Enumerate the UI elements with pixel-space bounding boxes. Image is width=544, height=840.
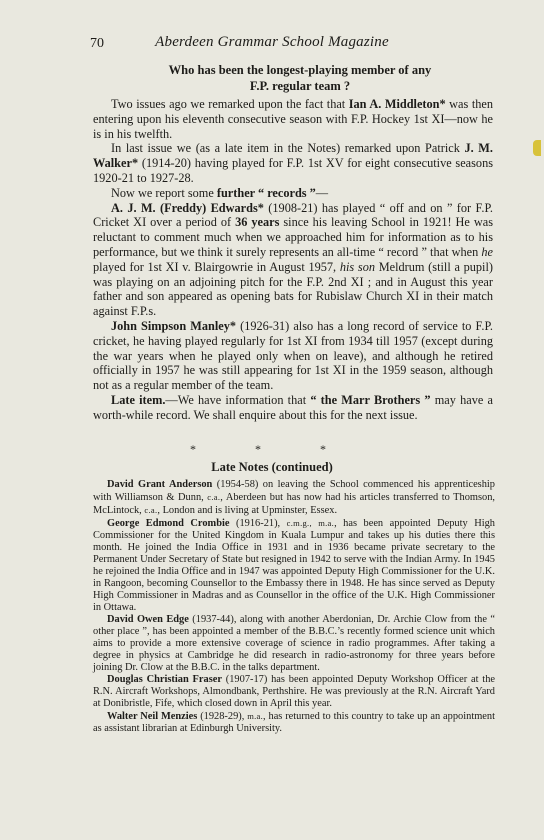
text: —We have information that <box>165 392 311 407</box>
person-name: Ian A. Middleton* <box>348 97 446 111</box>
note-entry <box>93 479 495 517</box>
article-body <box>93 97 493 423</box>
person-name: David Grant Anderson <box>107 479 213 490</box>
text: (1928-29), <box>197 711 248 722</box>
text: (1954-58) on leaving the School commenced his apprenticeship with Williamson & Dunn, <box>93 479 495 503</box>
article-title-line-2: F.P. regular team ? <box>249 79 351 93</box>
italic-text: his son <box>339 259 375 274</box>
text: was then entering upon his eleventh consecutive season with F.P. Hockey 1st XI—now he is in his twelfth. <box>93 97 493 141</box>
text: , Aberdeen but has now had his articles transferred to Thomson, McLintock, <box>93 492 496 516</box>
text: (1914-20) having played for F.P. 1st XV for eight consecutive seasons 1920-21 to 1927-28. <box>93 156 493 185</box>
text: , has returned to this country to take up an appointment as assistant librarian at Edinburgh University. <box>93 711 495 734</box>
text: played for 1st XI v. Blairgowrie in August 1957, <box>93 259 340 274</box>
text: (1926-31) also has a long record of service to F.P. cricket, he having played regularly for 1st XI from 1934 till 1957 (except during the war years when he played only when on leave), and although he retired officially in 1957 he was still appearing for 1st XI in the 1959 season, although not as a regular member of the team. <box>93 318 494 393</box>
note-entry <box>93 517 495 614</box>
late-item-label: Late item. <box>111 392 166 407</box>
person-name: David Owen Edge <box>107 614 189 625</box>
note-entry <box>93 674 495 710</box>
section-separator: * * * <box>190 442 354 456</box>
person-name: Walter Neil Menzies <box>107 711 198 722</box>
late-notes-title: Late Notes (continued) <box>211 460 333 474</box>
person-name: J. M. Walker* <box>93 141 493 171</box>
text: may have a worth-while record. We shall enquire about this for the next issue. <box>93 392 493 422</box>
article-title <box>110 62 490 94</box>
note-entry <box>93 710 495 735</box>
text: , London and is living at Upminster, Essex. <box>157 505 338 516</box>
text: (1908-21) has played “ off and on ” for F.P. Cricket XI over a period of <box>93 200 493 230</box>
text: , has been appointed Deputy High Commissioner for the United Kingdom in Kuala Lumpur and takes up his duties there this month. He joined the India Office in 1931 and in 1936 became private secretary to the Permanent Under Secretary of State but resigned in 1942 to serve with the Indian Army. In 1945 he rejoined the India Office and in 1947 was appointed Deputy High Commissioner for the U.K. in Rangoon, becoming Counsellor to the Embassy there in 1948. He has since served as Deputy High Commissioner in Madras and as Counsellor in the office of the U.K. High Commissioner in Ottawa. <box>93 518 495 613</box>
text: (1937-44), along with another Aberdonian, Dr. Archie Clow from the “ other place ”, has been appointed a member of the B.B.C.’s recently formed science unit which aims to provide a more extensive coverage of science in radio programmes. After taking a degree in physics at Cambridge he did research in radio-astronomy for three years before joining Dr. Clow at the B.B.C. in the talks department. <box>93 614 496 673</box>
emphasis: 36 years <box>235 215 280 230</box>
person-name: George Edmond Crombie <box>107 518 230 529</box>
text: Now we report some <box>111 185 217 200</box>
article-paragraph <box>93 201 493 319</box>
emphasis: “ the Marr Brothers ” <box>310 392 431 407</box>
article-paragraph <box>93 141 493 185</box>
person-name: Douglas Christian Fraser <box>107 674 222 685</box>
emphasis: further “ records ” <box>216 185 316 200</box>
text: Two issues ago we remarked upon the fact that <box>111 97 349 111</box>
text: Meldrum (still a pupil) was playing on an adjoining pitch for the F.P. 2nd XI ; and in August this year father and son appeared as opening bats for Rubislaw Church XI in their match against F.P.s. <box>93 259 493 319</box>
article-title-line-1: Who has been the longest-playing member of any <box>168 63 432 77</box>
text: — <box>315 185 329 200</box>
text: since his leaving School in 1921! He was reluctant to comment much when we approached him for information as to his performance, but we think it surely represents an all-time “ record ” that when <box>93 215 494 259</box>
text: (1916-21), <box>229 518 287 529</box>
person-name: A. J. M. (Freddy) Edwards* <box>111 200 264 215</box>
text: (1907-17) has been appointed Deputy Workshop Officer at the R.N. Aircraft Workshops, Almondbank, Perthshire. He was previously at the R.N. Aircraft Yard at Donibristle, Fife, which closed down in April this year. <box>93 674 495 709</box>
italic-text: he <box>481 244 493 259</box>
article-paragraph <box>93 97 493 141</box>
running-title: Aberdeen Grammar School Magazine <box>155 34 389 50</box>
late-notes-body <box>93 479 495 735</box>
qualification: c.a. <box>144 505 158 515</box>
text: In last issue we (as a late item in the Notes) remarked upon Patrick <box>111 141 465 156</box>
person-name: John Simpson Manley* <box>111 318 237 333</box>
margin-tab-mark <box>533 140 541 156</box>
article-paragraph <box>93 393 493 423</box>
note-entry <box>93 614 495 674</box>
article-paragraph <box>93 319 493 393</box>
qualification: m.a. <box>247 711 264 721</box>
page-number: 70 <box>90 36 104 51</box>
article-paragraph <box>93 186 493 201</box>
qualification: c.m.g., m.a. <box>286 518 335 528</box>
qualification: c.a. <box>207 492 221 502</box>
